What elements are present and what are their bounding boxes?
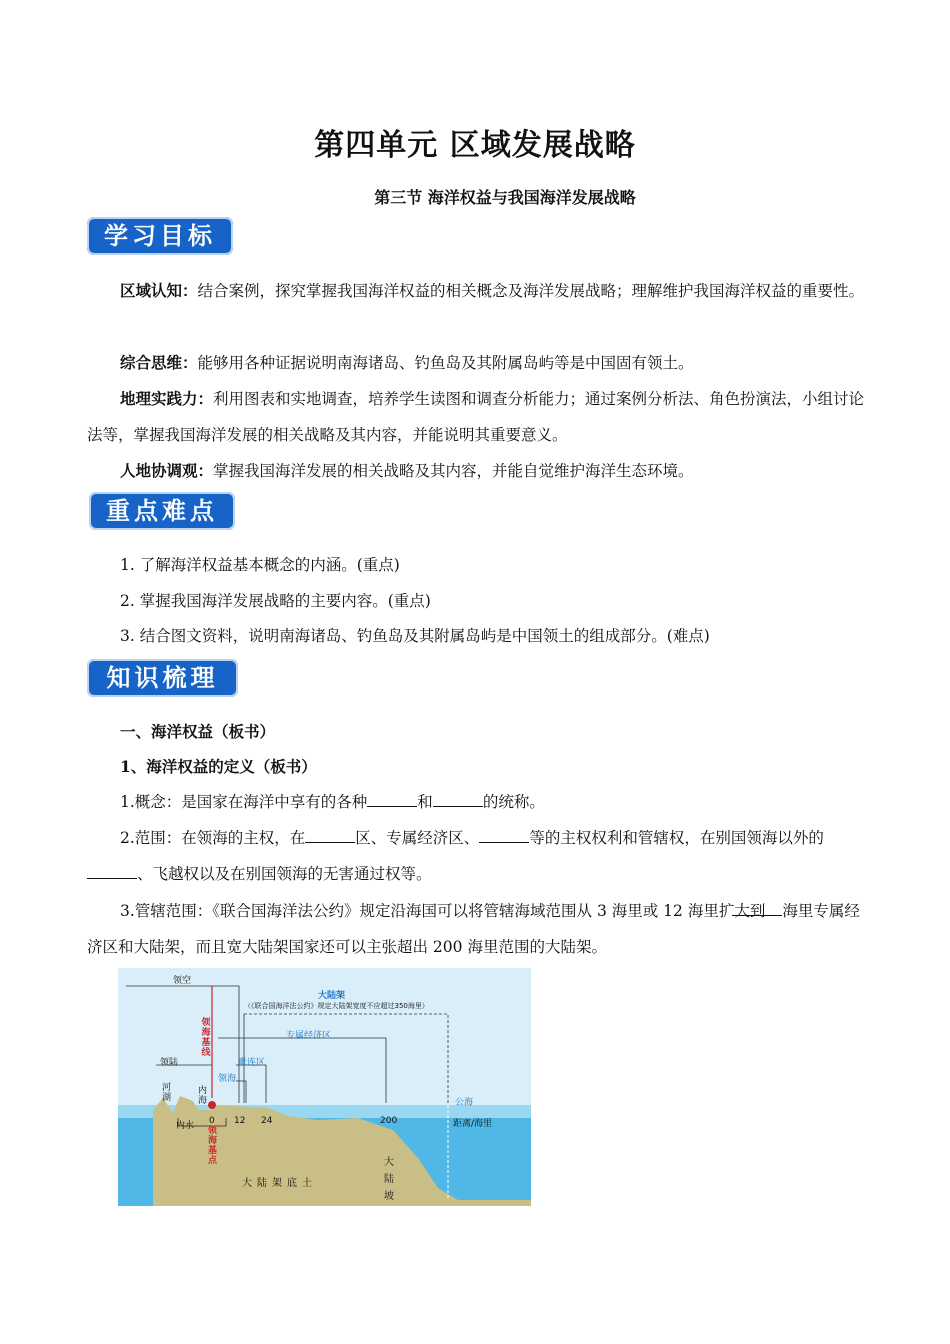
goals-badge: 学习目标	[87, 217, 233, 255]
key-point-item: 3. 结合图文资料，说明南海诸岛、钓鱼岛及其附属岛屿是中国领土的组成部分。(难点)	[120, 627, 710, 645]
eez-label: 专属经济区	[286, 1031, 332, 1041]
concept-text-c: 的统称。	[482, 793, 545, 811]
goal-harmony-label: 人地协调观：	[120, 461, 214, 480]
goal-regional-label: 区域认知：	[120, 281, 198, 300]
tick-200: 200	[380, 1116, 398, 1126]
distance-label: 距离/海里	[453, 1119, 493, 1129]
blank-field[interactable]	[433, 792, 483, 807]
land-label: 领陆	[160, 1058, 179, 1068]
airspace-pointer	[126, 986, 239, 1103]
contiguous-label: 毗连区	[238, 1058, 266, 1068]
base-point-label: 领海基点	[208, 1126, 218, 1166]
slope-label: 大陆坡	[384, 1157, 394, 1202]
eez-pointer	[218, 1038, 386, 1103]
jurisdiction-text-a: 3.管辖范围：《联合国海洋法公约》规定沿海国可以将管辖海域范围从 3 海里或 12 海里扩大到	[120, 902, 766, 920]
goal-regional	[87, 273, 867, 309]
knowledge-badge: 知识梳理	[87, 659, 238, 697]
scope-text-a: 2.范围：在领海的主权，在	[120, 829, 306, 847]
airspace-label: 领空	[173, 976, 192, 986]
item-concept	[120, 790, 545, 814]
concept-text-a: 1.概念：是国家在海洋中享有的各种	[120, 793, 368, 811]
key-points-badge: 重点难点	[89, 492, 235, 530]
territorial-sea-label: 领海	[218, 1074, 237, 1084]
high-seas-label: 公海	[455, 1098, 474, 1108]
blank-field[interactable]	[367, 792, 417, 807]
base-point-marker	[208, 1101, 216, 1109]
maritime-zones-diagram	[118, 968, 531, 1206]
shelf-note: （《联合国海洋法公约》规定大陆架宽度不应超过350海里）	[244, 1002, 429, 1010]
heading-definition: 1、海洋权益的定义（板书）	[120, 757, 317, 776]
key-point-item: 1. 了解海洋权益基本概念的内涵。(重点)	[120, 556, 400, 574]
key-point-item: 2. 掌握我国海洋发展战略的主要内容。(重点)	[120, 592, 431, 610]
goal-synthesis	[87, 345, 867, 381]
tick-12: 12	[234, 1116, 246, 1126]
blank-field[interactable]	[305, 828, 355, 843]
page-title: 第四单元 区域发展战略	[314, 128, 636, 163]
jurisdiction-text-b: 海里专属经济区和大陆架，而且宽大陆架国家还可以主张超出 200 海里范围的大陆架。	[87, 902, 860, 956]
scope-text-d: 、飞越权以及在别国领海的无害通过权等。	[137, 865, 432, 883]
goal-synthesis-label: 综合思维：	[120, 353, 198, 372]
goal-harmony-text: 掌握我国海洋发展的相关战略及其内容，并能自觉维护海洋生态环境。	[213, 462, 694, 480]
heading-ocean-rights: 一、海洋权益（板书）	[120, 722, 276, 741]
item-scope	[87, 820, 867, 892]
goal-harmony	[87, 453, 867, 489]
goal-regional-text: 结合案例，探究掌握我国海洋权益的相关概念及海洋发展战略；理解维护我国海洋权益的重要性。	[197, 282, 865, 300]
tick-24: 24	[261, 1116, 273, 1126]
blank-field[interactable]	[479, 828, 529, 843]
goal-practice	[87, 381, 867, 453]
concept-text-b: 和	[417, 793, 433, 811]
blank-field[interactable]	[87, 864, 137, 879]
inner-sea-label: 内海	[198, 1086, 208, 1106]
territorial-sea-pointer	[236, 1081, 246, 1103]
contiguous-pointer	[236, 1065, 266, 1103]
shelf-label: 大陆架	[318, 991, 346, 1001]
scope-text-b: 区、专属经济区、	[355, 829, 480, 847]
goal-practice-text: 利用图表和实地调查，培养学生读图和调查分析能力；通过案例分析法、角色扮演法，小组讨论法等，掌握我国海洋发展的相关战略及其内容，并能说明其重要意义。	[87, 390, 865, 444]
tick-0: 0	[209, 1116, 215, 1126]
baseline-label: 领海基线	[201, 1018, 211, 1058]
internal-water-label: 内水	[176, 1121, 195, 1131]
shelf-range-line	[244, 1014, 448, 1105]
goal-synthesis-text: 能够用各种证据说明南海诸岛、钓鱼岛及其附属岛屿等是中国固有领土。	[197, 354, 694, 372]
item-jurisdiction	[87, 893, 867, 965]
section-subtitle: 第三节 海洋权益与我国海洋发展战略	[374, 188, 636, 207]
blank-field[interactable]	[732, 901, 782, 916]
goal-practice-label: 地理实践力：	[120, 389, 214, 408]
river-lake-label: 河湖	[162, 1083, 172, 1103]
soil-label: 大陆架底土	[242, 1178, 317, 1189]
scope-text-c: 等的主权权利和管辖权，在别国领海以外的	[529, 829, 824, 847]
